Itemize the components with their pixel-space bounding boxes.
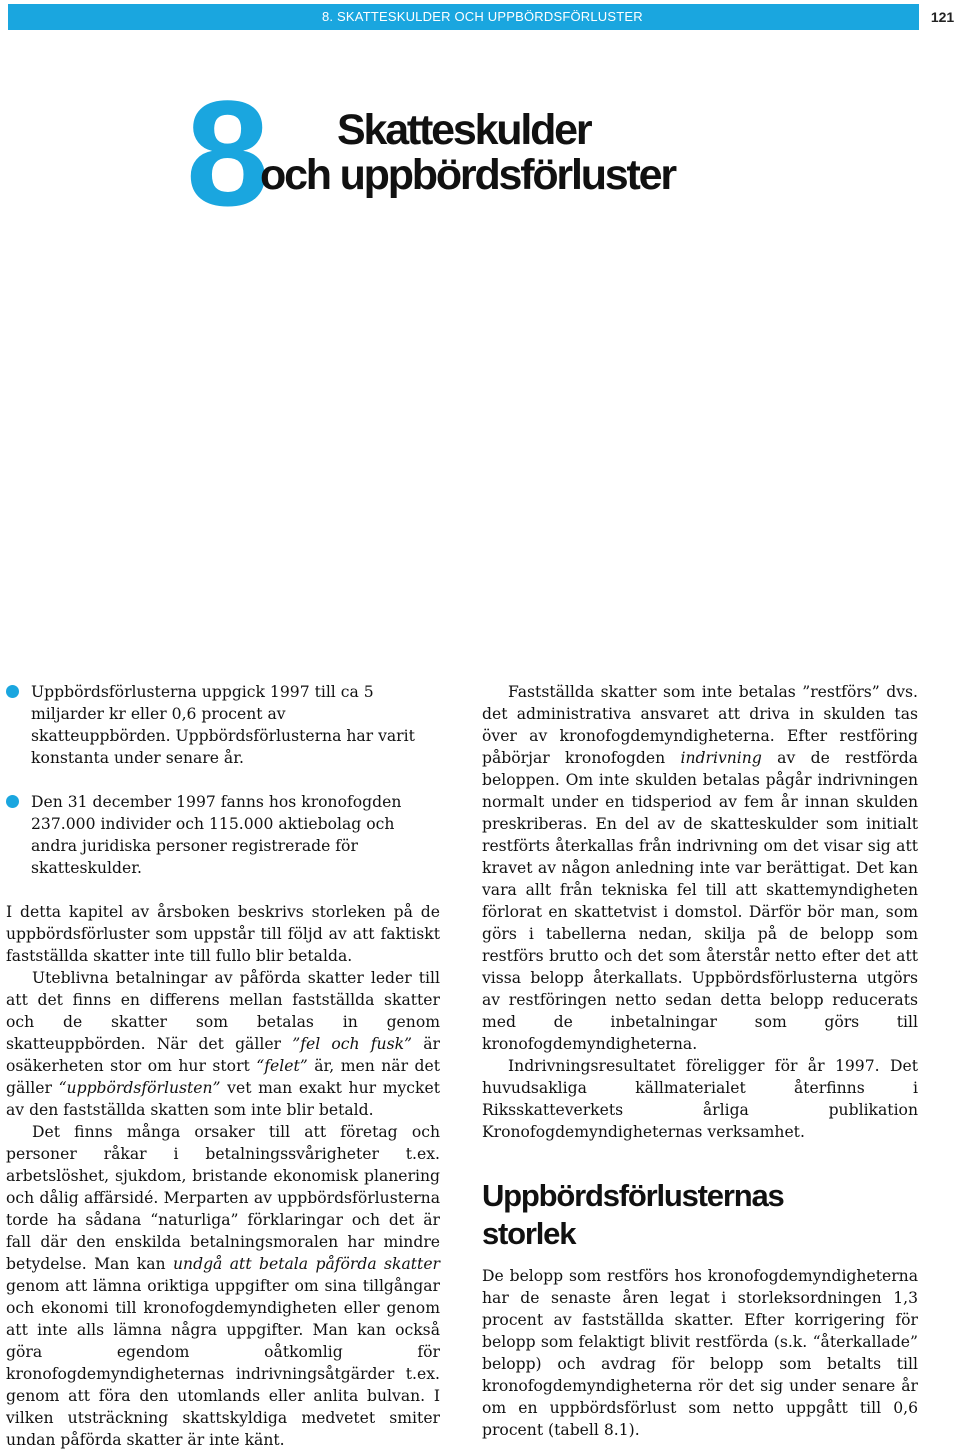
body-paragraph: Fastställda skatter som inte betalas ”restförs” dvs. det administrativa ansvaret att driva in skulden tas över av kronofogdemyndigheterna. Efter restföring påbörjar kronofogden indrivning av de restförda beloppen. Om inte skulden betalas pågår indrivningen normalt under en tidsperiod av fem år innan skulden preskriberas. En del av de skatteskulder som initialt restförts återkallas från indrivning om det visar sig att kravet av någon anledning inte var berättigat. Det kan vara allt från tekniska fel till att skattemyndigheten förlorat en skattetvist i domstol. Därför bör man, som görs i tabellerna nedan, skilja på de belopp som restförs brutto och det som återstår netto efter det att vissa belopp återkallats. Uppbördsförlusterna utgörs av restföringen netto sedan detta belopp reducerats med de inbetalningar som görs till kronofogdemyndigheterna. <box>482 683 918 1053</box>
emphasis: “uppbördsförlusten” <box>58 1079 221 1097</box>
emphasis: “felet” <box>256 1057 308 1075</box>
body-paragraph: Uteblivna betalningar av påförda skatter leder till att det finns en differens mellan fastställda skatter och de skatter som betalas in genom skatteuppbörden. När det gäller ”fel och fusk” är osäkerheten stor om hur stort “felet” är, men när det gäller “uppbördsförlusten” vet man exakt hur mycket av den fastställda skatten som inte blir betald. <box>6 969 440 1119</box>
right-column <box>482 681 918 1441</box>
section-heading-line: storlek <box>482 1216 576 1251</box>
bullet-dot-icon <box>6 685 19 698</box>
summary-bullet-text: Uppbördsförlusterna uppgick 1997 till ca 5 miljarder kr eller 0,6 procent av skatteuppbörden. Uppbördsförlusterna har varit konstanta under senare år. <box>31 683 415 767</box>
summary-bullet <box>6 681 416 769</box>
chapter-title-line2: och uppbördsförluster <box>260 151 675 199</box>
body-paragraph: Indrivningsresultatet föreligger för år 1997. Det huvudsakliga källmaterialet återfinns i Riksskatteverkets årliga publikation Kronofogdemyndigheternas verksamhet. <box>482 1057 918 1141</box>
chapter-title-line1: Skatteskulder <box>337 106 591 154</box>
emphasis: indrivning <box>680 749 762 767</box>
body-paragraph: I detta kapitel av årsboken beskrivs storleken på de uppbördsförluster som uppstår till följd av att faktiskt fastställda skatter inte till fullo blir betalda. <box>6 903 440 965</box>
running-header-bar <box>8 4 919 30</box>
section-heading <box>482 1177 918 1253</box>
page-number: 121 <box>930 9 955 25</box>
chapter-number: 8 <box>186 69 264 237</box>
emphasis: ”fel och fusk” <box>292 1035 413 1053</box>
left-column <box>6 681 440 1451</box>
bullet-dot-icon <box>6 795 19 808</box>
running-header-title: 8. SKATTESKULDER OCH UPPBÖRDSFÖRLUSTER <box>322 9 643 24</box>
body-paragraph: Det finns många orsaker till att företag och personer råkar i betalningssvårigheter t.ex. arbetslöshet, sjukdom, bristande ekonomisk planering och dålig affärsidé. Merparten av uppbördsförlusterna torde ha sådana “naturliga” förklaringar och det är fall där den enskilda betalningsmoralen har mindre betydelse. Man kan undgå att betala påförda skatter genom att lämna oriktiga uppgifter om sina tillgångar och ekonomi till kronofogdemyndigheten eller genom att inte alls lämna några uppgifter. Man kan också göra egendom oåtkomlig för kronofogdemyndigheternas indrivningsåtgärder t.ex. genom att föra den utomlands eller anlita bulvan. I vilken utsträckning skattskyldiga medvetet smiter undan påförda skatter är inte känt. <box>6 1123 441 1449</box>
section-heading-line: Uppbördsförlusternas <box>482 1178 784 1213</box>
emphasis: undgå att betala påförda skatter <box>173 1255 441 1273</box>
summary-bullet <box>6 791 416 879</box>
body-paragraph: De belopp som restförs hos kronofogdemyndigheterna har de senaste åren legat i storleksordningen 1,3 procent av fastställda skatter. Efter korrigering för belopp som felaktigt blivit restförda (s.k. “återkallade” belopp) och avdrag för belopp som betalts till kronofogdemyndigheterna rör det sig under senare år om en uppbördsförlust som netto uppgått till 0,6 procent (tabell 8.1). <box>482 1267 918 1439</box>
summary-bullet-text: Den 31 december 1997 fanns hos kronofogden 237.000 individer och 115.000 aktiebolag och andra juridiska personer registrerade för skatteskulder. <box>31 793 402 877</box>
